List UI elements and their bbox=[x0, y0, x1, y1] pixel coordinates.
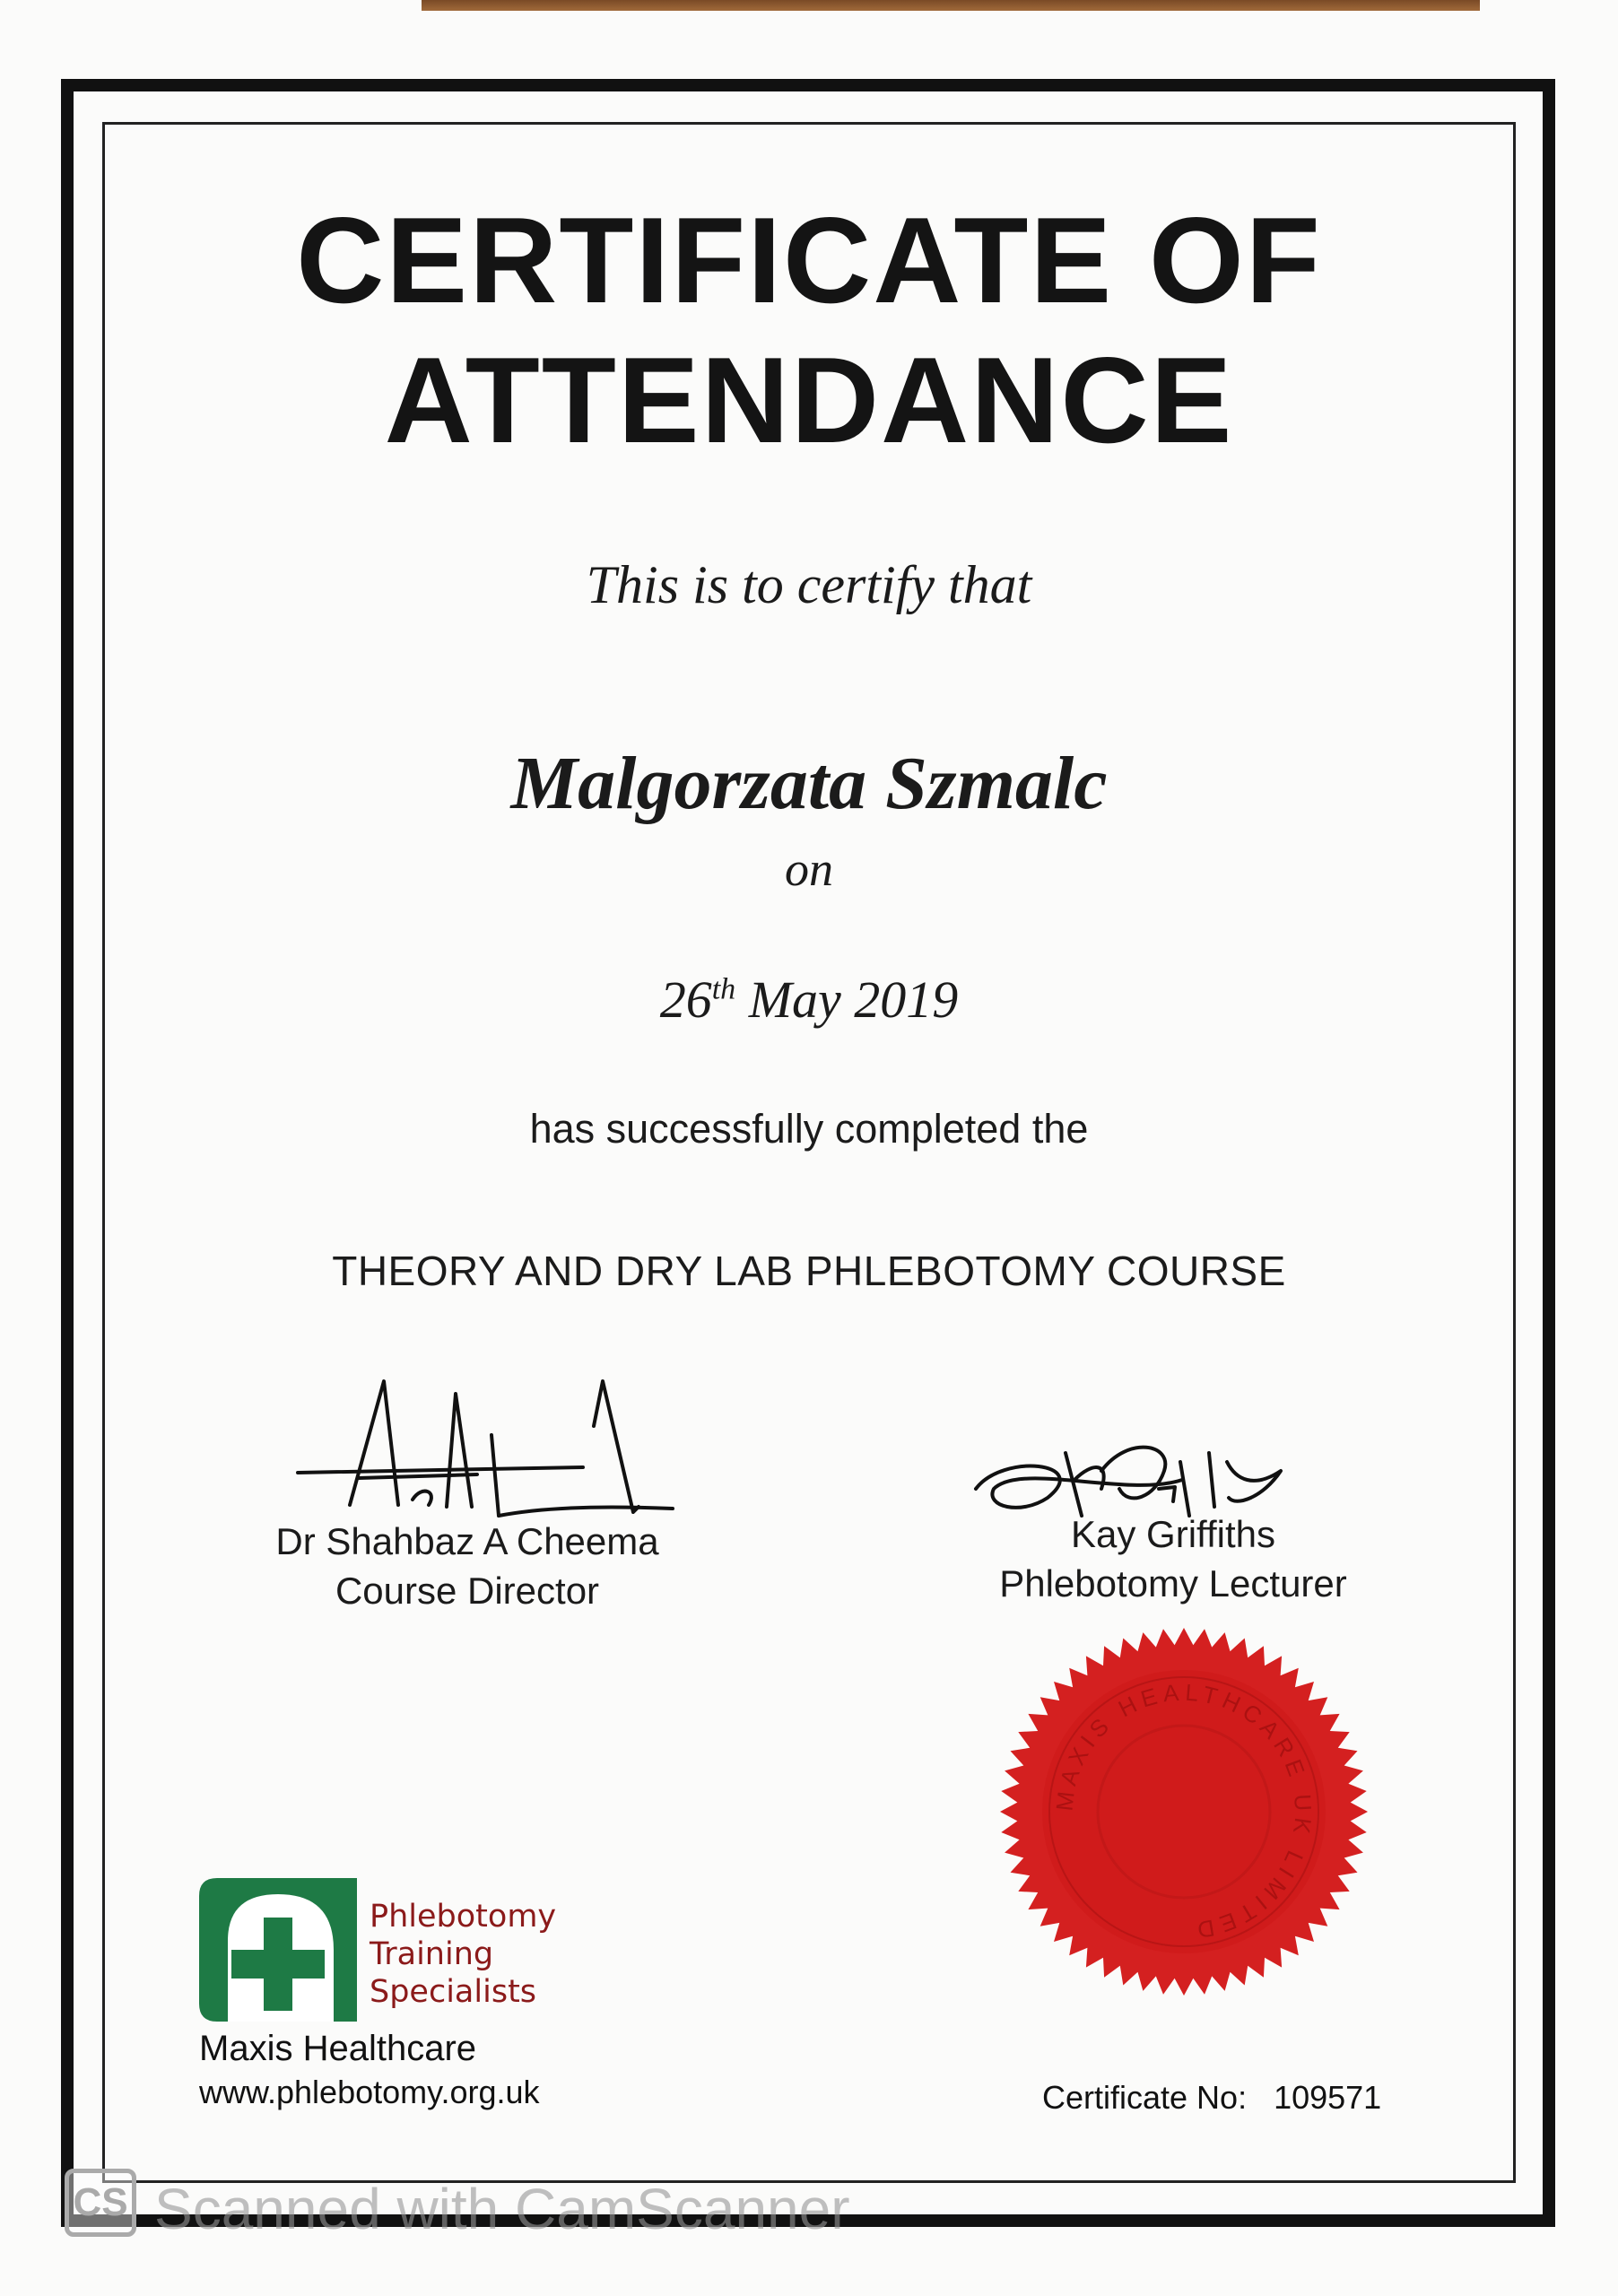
director-role: Course Director bbox=[335, 1569, 600, 1612]
director-name: Dr Shahbaz A Cheema bbox=[275, 1520, 659, 1562]
camscanner-logo-icon: CS bbox=[65, 2169, 136, 2237]
seal-embossed-text: MAXIS HEALTHCARE UK LIMITED bbox=[1050, 1678, 1318, 1945]
logo-text-line1: Phlebotomy bbox=[370, 1899, 557, 1935]
background-wood-strip bbox=[422, 0, 1480, 11]
lecturer-name: Kay Griffiths bbox=[1071, 1513, 1275, 1555]
recipient-name: Malgorzata Szmalc bbox=[510, 742, 1108, 825]
logo-text-line3: Specialists bbox=[370, 1974, 537, 2010]
date-day: 26 bbox=[659, 970, 712, 1029]
logo-text-line2: Training bbox=[370, 1936, 494, 1972]
company-website: www.phlebotomy.org.uk bbox=[199, 2074, 540, 2110]
lecturer-role: Phlebotomy Lecturer bbox=[999, 1561, 1347, 1605]
course-name: THEORY AND DRY LAB PHLEBOTOMY COURSE bbox=[332, 1248, 1286, 1294]
on-text: on bbox=[785, 842, 833, 896]
certificate-title-line2: ATTENDANCE bbox=[384, 332, 1234, 468]
signatory-director bbox=[212, 1518, 723, 1615]
company-name: Maxis Healthcare bbox=[199, 2029, 477, 2068]
scan-watermark-text: Scanned with CamScanner bbox=[154, 2177, 850, 2241]
certificate-number-value: 109571 bbox=[1274, 2079, 1382, 2116]
certificate-title-line1: CERTIFICATE OF bbox=[296, 192, 1322, 328]
completed-text: has successfully completed the bbox=[529, 1106, 1089, 1152]
certificate-number bbox=[1042, 2079, 1381, 2117]
course-date bbox=[0, 970, 1618, 1029]
date-month-year: May 2019 bbox=[748, 970, 959, 1029]
logo-text bbox=[370, 1898, 556, 2011]
certificate-number-label: Certificate No: bbox=[1042, 2079, 1248, 2116]
date-suffix: th bbox=[711, 972, 736, 1006]
medical-cross-logo-icon bbox=[199, 1878, 357, 2022]
certify-text: This is to certify that bbox=[586, 555, 1032, 614]
red-seal bbox=[996, 1623, 1372, 2000]
signatory-lecturer bbox=[949, 1510, 1397, 1608]
